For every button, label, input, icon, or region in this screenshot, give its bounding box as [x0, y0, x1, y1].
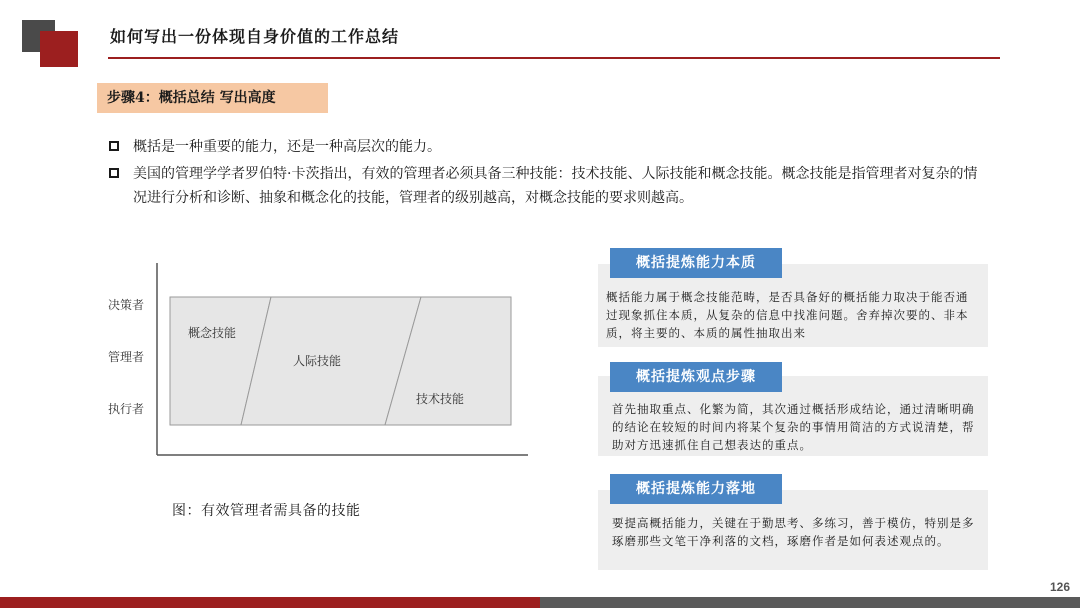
footer-bar-gray: [540, 597, 1080, 608]
row-label-executor: 执行者: [108, 402, 145, 416]
region-label-technical: 技术技能: [416, 392, 465, 406]
row-label-manager: 管理者: [108, 350, 145, 364]
panel-body-steps: 首先抽取重点、化繁为简，其次通过概括形成结论，通过清晰明确的结论在较短的时间内将某个复杂的事情用简洁的方式说清楚，帮助对方迅速抓住自己想表达的重点。: [598, 376, 988, 456]
footer-bar-red: [0, 597, 540, 608]
region-label-people: 人际技能: [293, 354, 342, 368]
region-label-concept: 概念技能: [188, 326, 237, 340]
bullet-text: 美国的管理学学者罗伯特·卡茨指出，有效的管理者必须具备三种技能：技术技能、人际技能和概念技能。概念技能是指管理者对复杂的情况进行分析和诊断、抽象和概念化的技能，管理者的级别越高，对概念技能的要求则越高。: [133, 166, 978, 206]
square-bullet-icon: [109, 168, 119, 178]
bullet-text: 概括是一种重要的能力，还是一种高层次的能力。: [133, 139, 441, 155]
bullet-item: [109, 135, 669, 159]
panel-body-essence: 概括能力属于概念技能范畴，是否具备好的概括能力取决于能否通过现象抓住本质，从复杂的信息中找准问题。舍弃掉次要的、非本质，将主要的、本质的属性抽取出来: [598, 264, 988, 347]
square-bullet-icon: [109, 141, 119, 151]
skills-diagram: [100, 255, 540, 470]
bullet-item: [109, 162, 984, 210]
title-divider: [108, 57, 1000, 59]
page-number: 126: [1049, 580, 1070, 594]
logo-square-red: [40, 31, 78, 67]
step-label: 步骤4：概括总结 写出高度: [97, 83, 328, 113]
panel-title-practice: 概括提炼能力落地: [610, 474, 782, 504]
page-title: 如何写出一份体现自身价值的工作总结: [110, 27, 400, 46]
panel-title-essence: 概括提炼能力本质: [610, 248, 782, 278]
panel-body-practice: 要提高概括能力，关键在于勤思考、多练习，善于模仿，特别是多琢磨那些文笔干净利落的文档，琢磨作者是如何表述观点的。: [598, 490, 988, 570]
diagram-caption: 图：有效管理者需具备的技能: [172, 503, 361, 519]
row-label-decision-maker: 决策者: [108, 298, 145, 312]
panel-title-steps: 概括提炼观点步骤: [610, 362, 782, 392]
